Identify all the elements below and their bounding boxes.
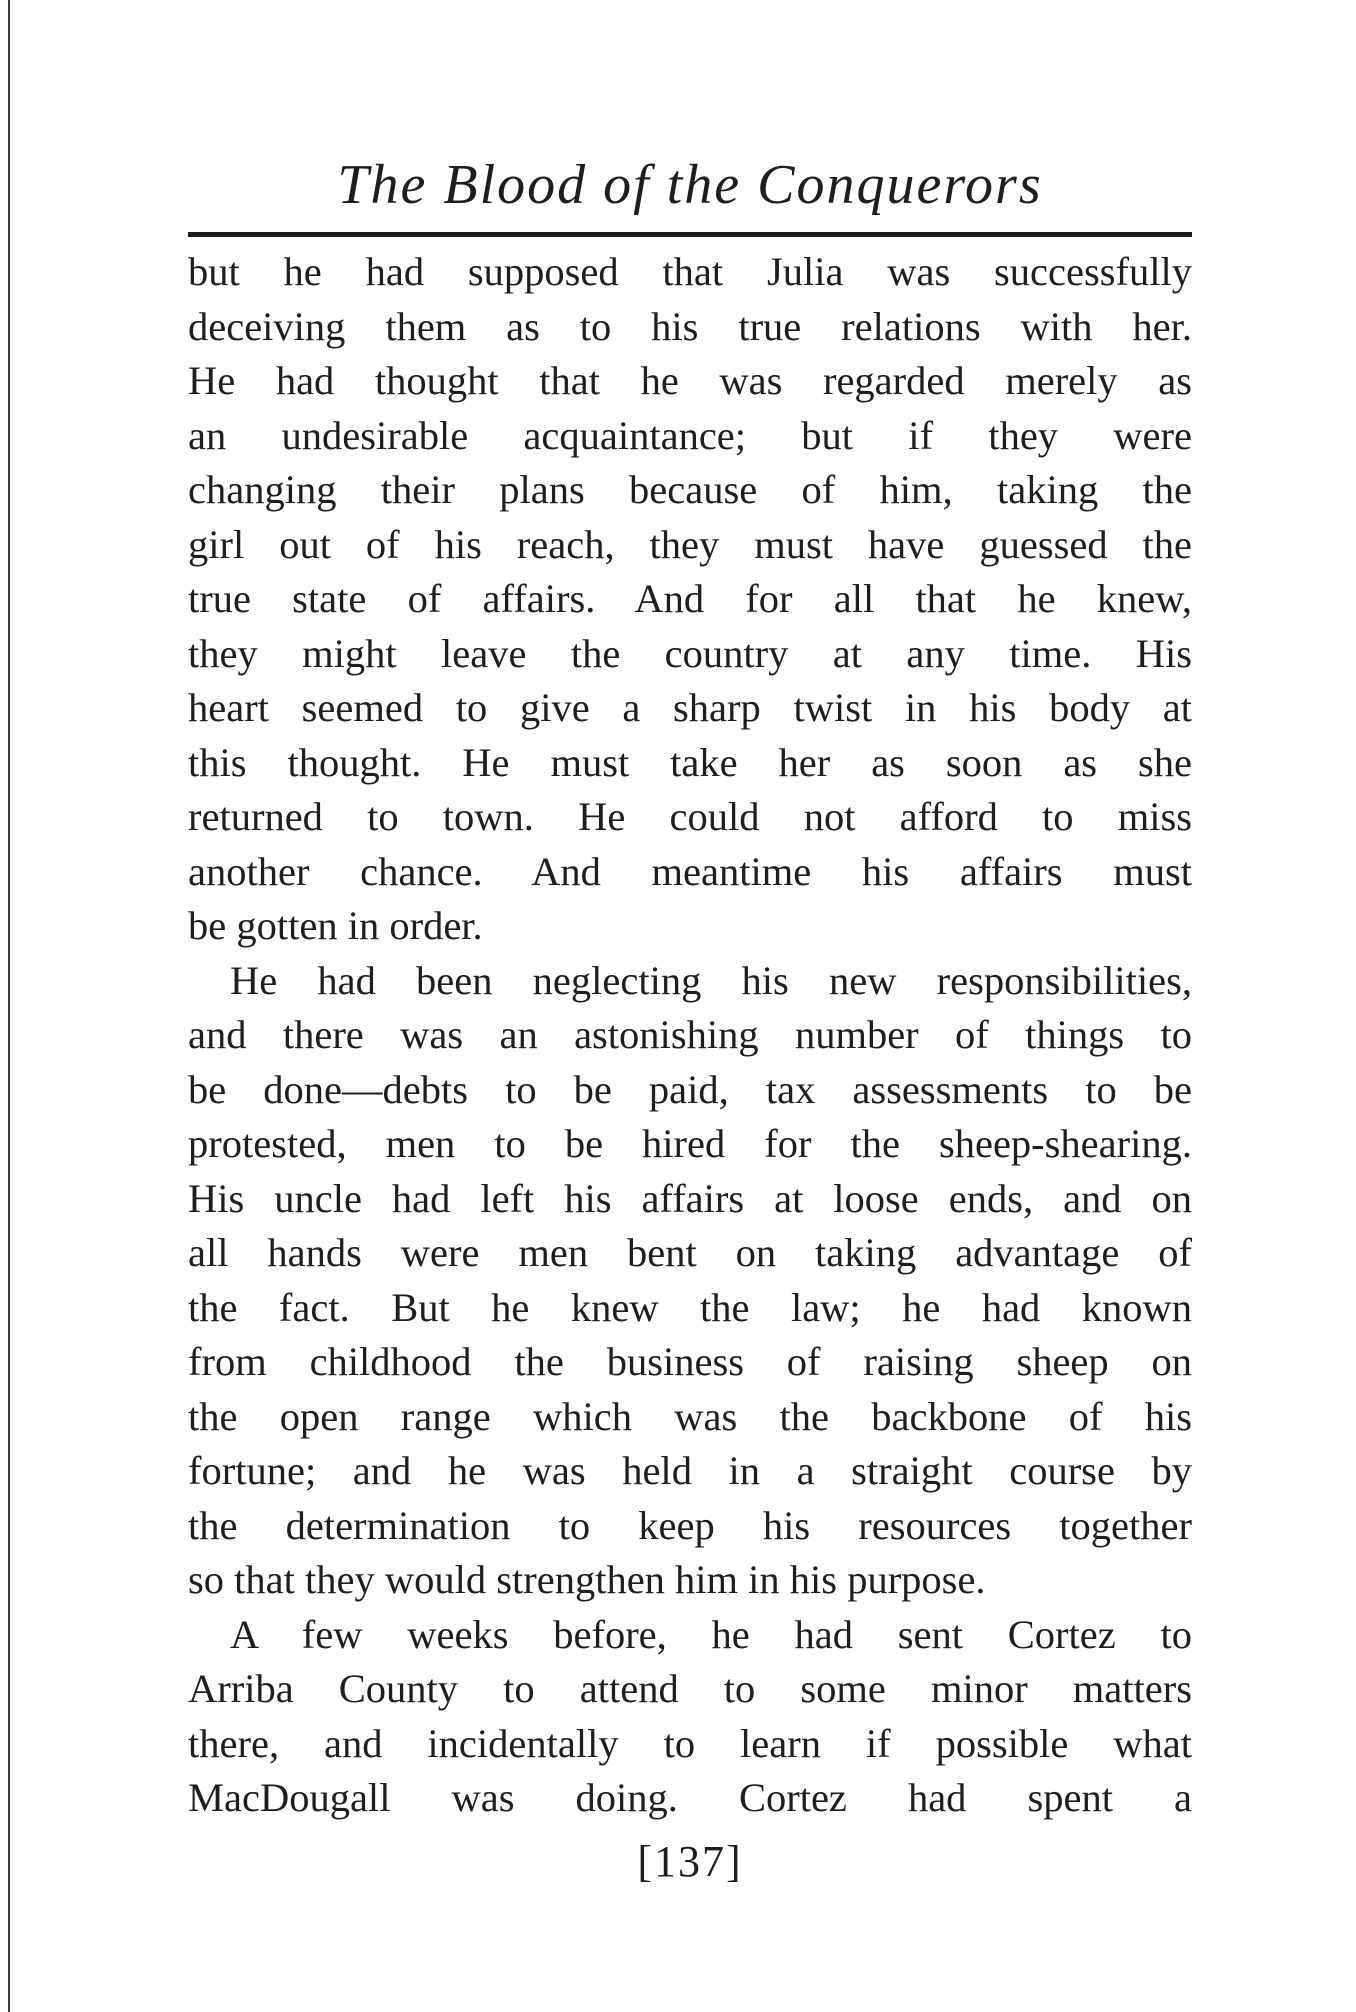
text-line: there, and incidentally to learn if possible what xyxy=(188,1720,1192,1766)
text-line: Arriba County to attend to some minor matters xyxy=(188,1666,1192,1711)
text-line: this thought. He must take her as soon as she xyxy=(188,739,1192,785)
text-line: returned to town. He could not afford to miss xyxy=(188,794,1192,839)
text-line: and there was an astonishing number of things to xyxy=(188,1012,1192,1057)
book-page xyxy=(188,150,1192,1892)
text-line: the fact. But he knew the law; he had known xyxy=(188,1284,1192,1330)
scan-edge-line xyxy=(8,0,10,2012)
text-line: He had thought that he was regarded merely as xyxy=(188,358,1192,403)
text-line: an undesirable acquaintance; but if they were xyxy=(188,412,1192,458)
text-line: MacDougall was doing. Cortez had spent a xyxy=(188,1775,1192,1820)
text-line: His uncle had left his affairs at loose ends, and on xyxy=(188,1175,1192,1221)
text-line: fortune; and he was held in a straight course by xyxy=(188,1448,1192,1493)
text-line: the open range which was the backbone of his xyxy=(188,1393,1192,1439)
text-line: the determination to keep his resources together xyxy=(188,1502,1192,1548)
header-rule xyxy=(188,232,1192,237)
running-head: The Blood of the Conquerors xyxy=(337,154,1043,216)
text-line: true state of affairs. And for all that he knew, xyxy=(188,576,1192,621)
paragraph xyxy=(188,1608,1192,1826)
text-line: girl out of his reach, they must have guessed the xyxy=(188,521,1192,567)
paragraph xyxy=(188,245,1192,954)
paragraph xyxy=(188,954,1192,1608)
body-text xyxy=(188,245,1192,1826)
text-line: from childhood the business of raising sheep on xyxy=(188,1339,1192,1384)
text-line: changing their plans because of him, taking the xyxy=(188,467,1192,512)
text-line: heart seemed to give a sharp twist in his body at xyxy=(188,685,1192,730)
text-line: protested, men to be hired for the sheep-shearing. xyxy=(188,1121,1192,1166)
text-line: so that they would strengthen him in his purpose. xyxy=(188,1557,986,1602)
text-line: all hands were men bent on taking advantage of xyxy=(188,1230,1192,1275)
text-line: He had been neglecting his new responsibilities, xyxy=(230,957,1192,1003)
text-line: A few weeks before, he had sent Cortez to xyxy=(230,1611,1192,1657)
text-line: be done—debts to be paid, tax assessments to be xyxy=(188,1066,1192,1112)
text-line: deceiving them as to his true relations with her. xyxy=(188,303,1192,349)
text-line: another chance. And meantime his affairs must xyxy=(188,848,1192,894)
text-line: be gotten in order. xyxy=(188,903,483,948)
page-number: [137] xyxy=(637,1836,743,1886)
text-line: but he had supposed that Julia was successfully xyxy=(188,249,1192,294)
text-line: they might leave the country at any time. His xyxy=(188,630,1192,676)
